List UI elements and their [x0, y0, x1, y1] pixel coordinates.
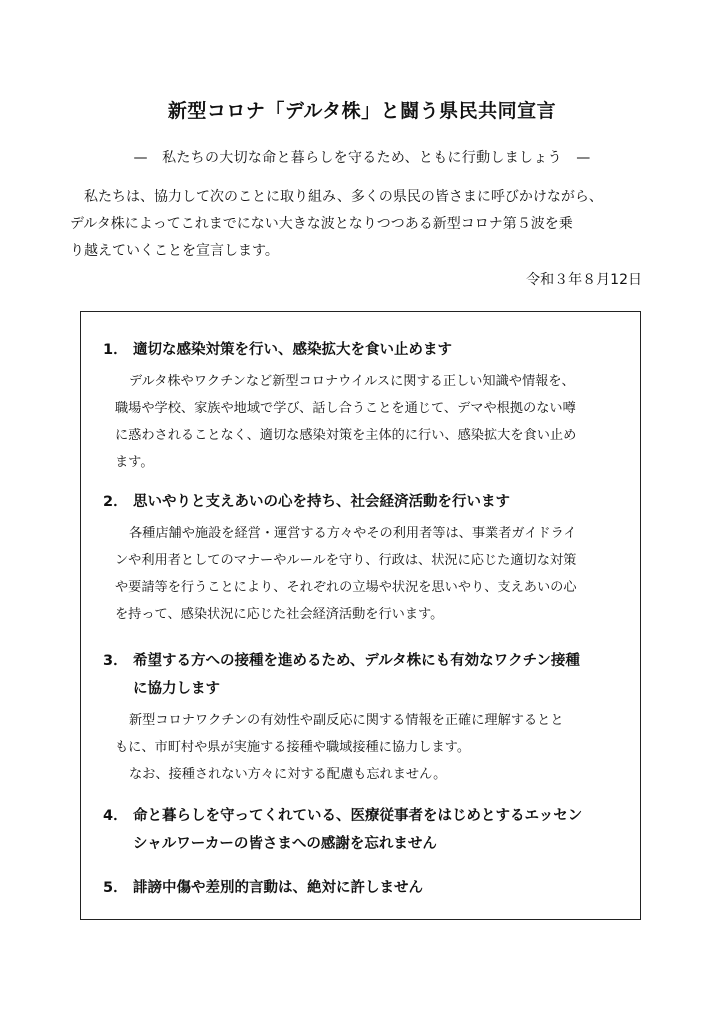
item-body-line: に惑わされることなく、適切な感染対策を主体的に行い、感染拡大を食い止め: [115, 428, 577, 443]
item-body-line: もに、市町村や県が実施する接種や職域接種に協力します。: [115, 740, 471, 755]
item-heading: [81, 802, 642, 858]
intro-line: り越えていくことを宣言します。: [70, 243, 279, 259]
item-body-line: 新型コロナワクチンの有効性や副反応に関する情報を正確に理解するとと: [129, 713, 564, 728]
item-heading: [81, 874, 642, 902]
intro-paragraph: [70, 184, 650, 265]
item-body-line: や要請等を行うことにより、それぞれの立場や状況を思いやり、支えあいの心: [115, 580, 577, 595]
document-subtitle: — 私たちの大切な命と暮らしを守るため、ともに行動しましょう —: [133, 150, 591, 166]
item-body-line: を持って、感染状況に応じた社会経済活動を行います。: [115, 607, 444, 622]
declaration-date: 令和３年８月12日: [526, 272, 642, 288]
declaration-item-5: [81, 874, 642, 902]
declaration-box: [80, 311, 641, 920]
declaration-item-4: [81, 802, 642, 858]
item-heading-line: 命と暮らしを守ってくれている、医療従事者をはじめとするエッセン: [133, 808, 583, 824]
item-heading: [81, 336, 642, 364]
item-heading-line: 思いやりと支えあいの心を持ち、社会経済活動を行います: [133, 494, 510, 510]
item-body-line: ンや利用者としてのマナーやルールを守り、行政は、状況に応じた適切な対策: [115, 553, 577, 568]
item-heading: [81, 488, 642, 516]
item-number: 2．: [103, 494, 128, 510]
item-body-line: なお、接種されない方々に対する配慮も忘れません。: [129, 767, 447, 782]
item-number: 1．: [103, 342, 128, 358]
item-number: 4．: [103, 808, 128, 824]
item-body-line: デルタ株やワクチンなど新型コロナウイルスに関する正しい知識や情報を、: [129, 374, 575, 389]
item-body: [81, 707, 642, 788]
item-heading-line: シャルワーカーの皆さまへの感謝を忘れません: [133, 836, 437, 852]
item-heading-line: 誹謗中傷や差別的言動は、絶対に許しません: [133, 880, 423, 896]
item-body: [81, 368, 642, 476]
item-body-line: ます。: [115, 455, 154, 470]
document-title: 新型コロナ「デルタ株」と闘う県民共同宣言: [167, 100, 557, 122]
declaration-item-1: [81, 336, 642, 476]
item-heading-line: に協力します: [133, 681, 220, 697]
declaration-item-2: [81, 488, 642, 628]
item-number: 3．: [103, 653, 128, 669]
intro-line: 私たちは、協力して次のことに取り組み、多くの県民の皆さまに呼びかけながら、: [84, 189, 603, 205]
item-heading-line: 希望する方への接種を進めるため、デルタ株にも有効なワクチン接種: [133, 653, 580, 669]
item-body-line: 職場や学校、家族や地域で学び、話し合うことを通じて、デマや根拠のない噂: [115, 401, 576, 416]
item-number: 5．: [103, 880, 128, 896]
intro-line: デルタ株によってこれまでにない大きな波となりつつある新型コロナ第５波を乗: [70, 216, 573, 232]
item-body-line: 各種店舗や施設を経営・運営する方々やその利用者等は、事業者ガイドライ: [129, 526, 577, 541]
item-heading-line: 適切な感染対策を行い、感染拡大を食い止めます: [133, 342, 452, 358]
item-body: [81, 520, 642, 628]
item-heading: [81, 647, 642, 703]
declaration-item-3: [81, 647, 642, 788]
